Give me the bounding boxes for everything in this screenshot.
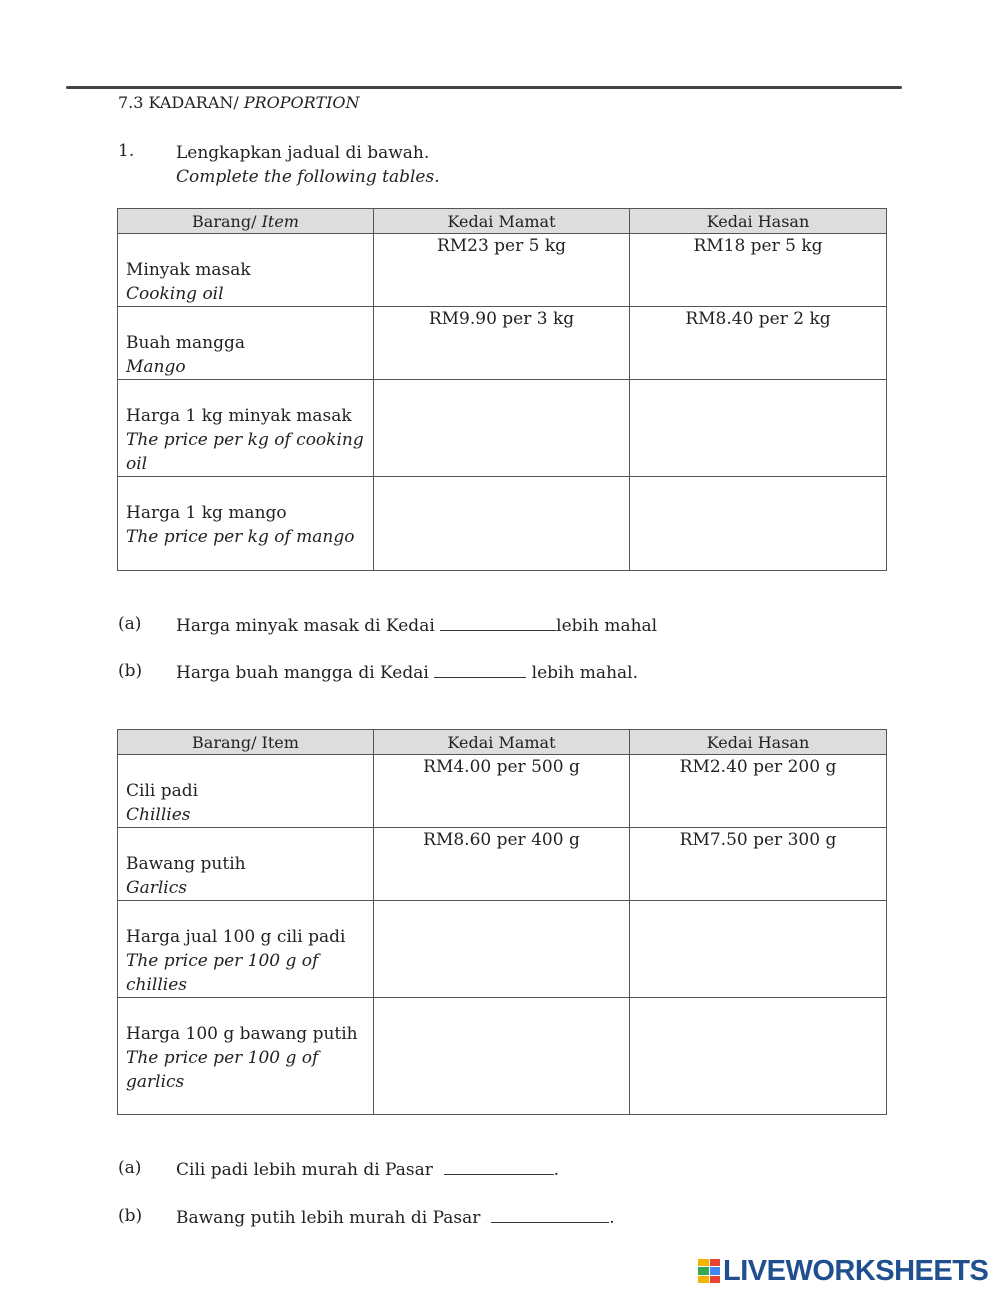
item-label: Harga jual 100 g cili padi The price per 100 g of chillies — [126, 927, 346, 995]
section-title-en: PROPORTION — [243, 93, 360, 112]
price-cell: RM18 per 5 kg — [630, 234, 887, 307]
answer-blank-2a[interactable] — [444, 1158, 554, 1175]
price-cell: RM8.60 per 400 g — [374, 828, 630, 901]
price-cell: RM23 per 5 kg — [374, 234, 630, 307]
price-table-2 — [117, 729, 887, 1115]
item-label: Minyak masak Cooking oil — [126, 260, 251, 304]
header-item: Barang/ Item — [118, 209, 374, 234]
item-label: Harga 1 kg mango The price per kg of mango — [126, 503, 355, 547]
answer-cell-chillies-mamat[interactable] — [374, 901, 630, 998]
question-number: 1. — [118, 141, 135, 161]
table-header-row — [118, 730, 887, 755]
answer-blank-1b[interactable] — [434, 661, 526, 678]
price-table-1 — [117, 208, 887, 571]
price-cell: RM8.40 per 2 kg — [630, 307, 887, 380]
answer-cell-oil-mamat[interactable] — [374, 380, 630, 477]
item-label: Harga 100 g bawang putih The price per 100 g of garlics — [126, 1024, 358, 1092]
question-text-en: Complete the following tables. — [176, 167, 440, 187]
section-title — [118, 93, 360, 112]
header-item: Barang/ Item — [118, 730, 374, 755]
answer-cell-oil-hasan[interactable] — [630, 380, 887, 477]
table-row — [118, 755, 887, 828]
table-row — [118, 477, 887, 571]
answer-cell-chillies-hasan[interactable] — [630, 901, 887, 998]
answer-blank-2b[interactable] — [491, 1206, 609, 1223]
table-header-row — [118, 209, 887, 234]
item-label: Bawang putih Garlics — [126, 854, 246, 898]
header-shop-mamat: Kedai Mamat — [374, 209, 630, 234]
answer-cell-mango-mamat[interactable] — [374, 477, 630, 571]
question-text — [176, 141, 440, 189]
question-text-bm: Lengkapkan jadual di bawah. — [176, 143, 430, 163]
table-row — [118, 901, 887, 998]
item-label: Cili padi Chillies — [126, 781, 199, 825]
price-cell: RM9.90 per 3 kg — [374, 307, 630, 380]
header-shop-mamat: Kedai Mamat — [374, 730, 630, 755]
answer-cell-garlics-hasan[interactable] — [630, 998, 887, 1115]
liveworksheets-logo-icon — [698, 1259, 720, 1283]
item-label: Buah mangga Mango — [126, 333, 246, 377]
top-rule — [66, 86, 902, 89]
table-row — [118, 828, 887, 901]
price-cell: RM2.40 per 200 g — [630, 755, 887, 828]
table-row — [118, 234, 887, 307]
table-row — [118, 307, 887, 380]
table-row — [118, 380, 887, 477]
liveworksheets-logo — [698, 1256, 988, 1286]
logo-text: LIVEWORKSHEETS — [723, 1254, 989, 1287]
header-shop-hasan: Kedai Hasan — [630, 730, 887, 755]
price-cell: RM4.00 per 500 g — [374, 755, 630, 828]
section-code: 7.3 KADARAN/ — [118, 93, 239, 112]
item-label: Harga 1 kg minyak masak The price per kg of cooking oil — [126, 406, 364, 474]
answer-blank-1a[interactable] — [440, 614, 556, 631]
price-cell: RM7.50 per 300 g — [630, 828, 887, 901]
answer-cell-garlics-mamat[interactable] — [374, 998, 630, 1115]
answer-cell-mango-hasan[interactable] — [630, 477, 887, 571]
header-shop-hasan: Kedai Hasan — [630, 209, 887, 234]
table-row — [118, 998, 887, 1115]
